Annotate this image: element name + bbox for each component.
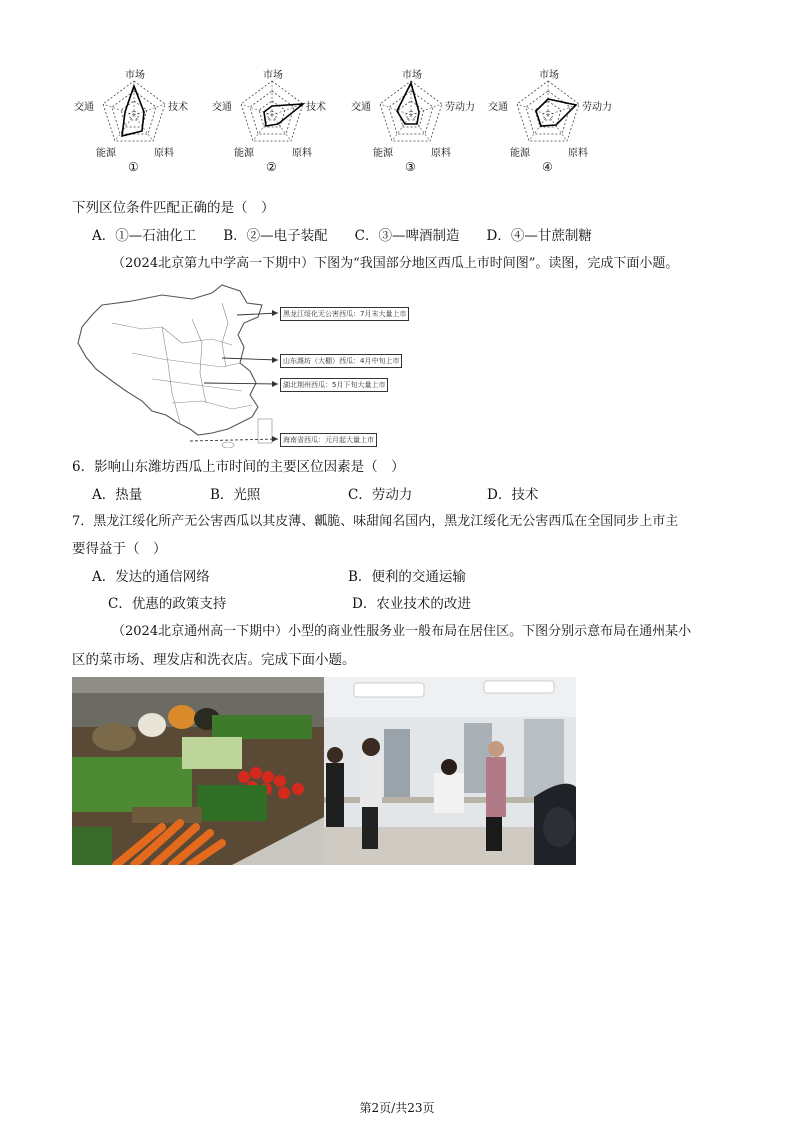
radar-3-shape (397, 83, 419, 124)
radar-chart-3-svg (347, 66, 492, 178)
question-7-stem-line2: 要得益于（ ） (72, 541, 167, 557)
question-7-option-d: D．农业技术的改进 (352, 596, 471, 612)
radar-chart-3 (347, 66, 492, 178)
radar-3-right-label: 劳动力 (445, 102, 475, 113)
radar-1-bottom-left-label: 能源 (96, 148, 116, 159)
radar-4-bottom-left-label: 能源 (510, 148, 530, 159)
radar-3-number: ③ (405, 160, 416, 174)
radar-3-top-label: 市场 (402, 70, 422, 81)
radar-chart-1 (70, 66, 210, 178)
radar-2-top-label: 市场 (263, 70, 283, 81)
map-label-hainan: 海南省西瓜：元月起大量上市 (280, 433, 377, 447)
radar-2-left-label: 交通 (212, 102, 232, 113)
question-7-option-b: B．便利的交通运输 (348, 569, 466, 585)
radar-1-bottom-right-label: 原料 (154, 148, 174, 159)
radar-1-shape (122, 86, 144, 136)
question-5-stem: 下列区位条件匹配正确的是（ ） (72, 200, 275, 216)
question-7-option-a: A．发达的通信网络 (92, 569, 210, 585)
radar-1-top-label: 市场 (125, 70, 145, 81)
radar-4-top-label: 市场 (539, 70, 559, 81)
radar-2-number: ② (266, 160, 277, 174)
radar-3-bottom-right-label: 原料 (431, 148, 451, 159)
question-6-option-c: C．劳动力 (348, 487, 413, 503)
vegetable-market-illustration (72, 677, 324, 865)
radar-chart-1-svg (70, 66, 210, 178)
radar-4-bottom-right-label: 原料 (568, 148, 588, 159)
radar-2-bottom-left-label: 能源 (234, 148, 254, 159)
radar-chart-2-svg (208, 66, 348, 178)
radar-chart-4-svg (484, 66, 629, 178)
barber-shop-illustration (324, 677, 576, 865)
map-label-heilongjiang: 黑龙江绥化无公害西瓜：7月末大量上市 (280, 307, 409, 321)
radar-3-bottom-left-label: 能源 (373, 148, 393, 159)
radar-3-left-label: 交通 (351, 102, 371, 113)
question-7-stem-line1: 7．黑龙江绥化所产无公害西瓜以其皮薄、瓤脆、味甜闻名国内，黑龙江绥化无公害西瓜在全国同步上市主 (72, 514, 679, 529)
question-5-options: A．①—石油化工 B．②—电子装配 C．③—啤酒制造 D．④—甘蔗制糖 (92, 228, 592, 244)
question-7-option-c: C．优惠的政策支持 (108, 596, 227, 612)
radar-1-number: ① (128, 160, 139, 174)
barber-shop-photo (324, 677, 576, 865)
question-6-stem: 6．影响山东潍坊西瓜上市时间的主要区位因素是（ ） (72, 459, 405, 475)
page-footer: 第2页/共23页 (359, 1101, 435, 1115)
radar-2-bottom-right-label: 原料 (292, 148, 312, 159)
question-6-option-a: A．热量 (92, 487, 143, 503)
radar-4-right-label: 劳动力 (582, 102, 612, 113)
vegetable-market-photo (72, 677, 324, 865)
radar-2-right-label: 技术 (306, 102, 326, 113)
radar-chart-4 (484, 66, 629, 178)
section-3-intro-line2: 区的菜市场、理发店和洗衣店。完成下面小题。 (72, 652, 356, 668)
question-6-option-d: D．技术 (487, 487, 539, 503)
question-6-option-b: B．光照 (210, 487, 261, 503)
section-2-intro: （2024北京第九中学高一下期中）下图为“我国部分地区西瓜上市时间图”。读图，完成下面小题。 (112, 256, 679, 271)
map-label-shandong: 山东潍坊（大棚）西瓜：4月中旬上市 (280, 354, 402, 368)
radar-chart-2 (208, 66, 348, 178)
radar-4-number: ④ (542, 160, 553, 174)
radar-4-shape (536, 99, 576, 126)
radar-1-right-label: 技术 (168, 102, 188, 113)
radar-1-left-label: 交通 (74, 102, 94, 113)
radar-4-left-label: 交通 (488, 102, 508, 113)
section-3-intro-line1: （2024北京通州高一下期中）小型的商业性服务业一般布局在居住区。下图分别示意布局在通州某小 (112, 624, 692, 639)
map-label-hubei: 湖北荆州西瓜：5月下旬大量上市 (280, 378, 388, 392)
watermelon-market-map (72, 283, 422, 448)
